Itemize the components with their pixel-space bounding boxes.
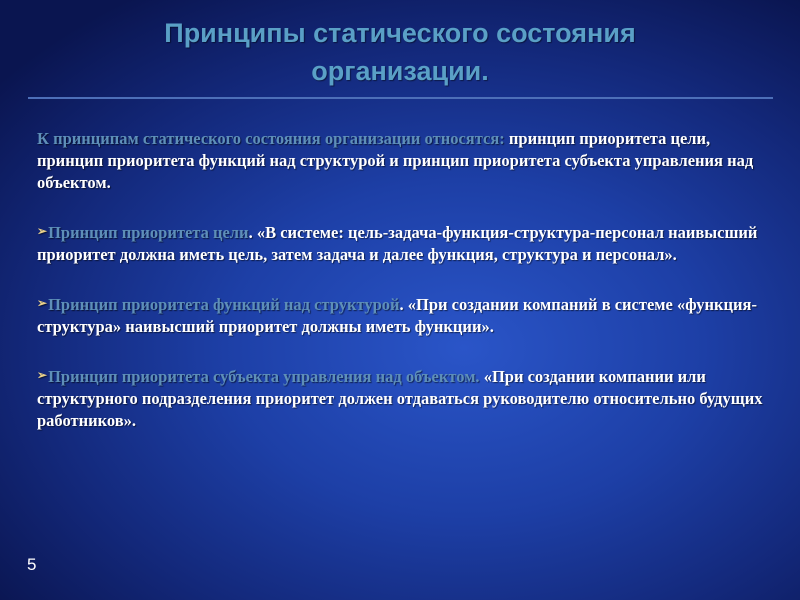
principle-functions-heading: Принцип приоритета функций над структурой [48, 295, 400, 314]
intro-text: принцип приоритета цели, принцип приоритета функций над структурой и принцип приоритета субъекта управления над объектом. [37, 129, 754, 192]
principle-subject-heading: Принцип приоритета субъекта управления над объектом. [48, 367, 480, 386]
principle-functions-text: . «При создании компаний в системе «функция-структура» наивысший приоритет должны иметь функции». [37, 295, 757, 336]
principle-goal-heading: Принцип приоритета цели [48, 223, 249, 242]
arrow-bullet-icon: ➢ [37, 296, 48, 310]
principle-subject [37, 364, 777, 432]
title-divider [28, 97, 773, 99]
intro-paragraph [37, 128, 777, 194]
page-number: 5 [27, 555, 37, 574]
slide-title-line-2: организации. [311, 56, 489, 86]
slide-title [40, 14, 760, 90]
intro-lead: К принципам статического состояния организации относятся: [37, 129, 505, 148]
principle-functions [37, 292, 777, 338]
principle-goal [37, 220, 777, 266]
principle-subject-text: «При создании компании или структурного подразделения приоритет должен отдаваться руководителю относительно будущих работников». [37, 367, 763, 430]
arrow-bullet-icon: ➢ [37, 368, 48, 382]
principle-goal-text: . «В системе: цель-задача-функция-структура-персонал наивысший приоритет должна иметь цель, затем задача и далее функция, структура и персонал». [37, 223, 758, 264]
slide-body [37, 128, 777, 458]
arrow-bullet-icon: ➢ [37, 224, 48, 238]
slide-title-line-1: Принципы статического состояния [164, 18, 636, 48]
